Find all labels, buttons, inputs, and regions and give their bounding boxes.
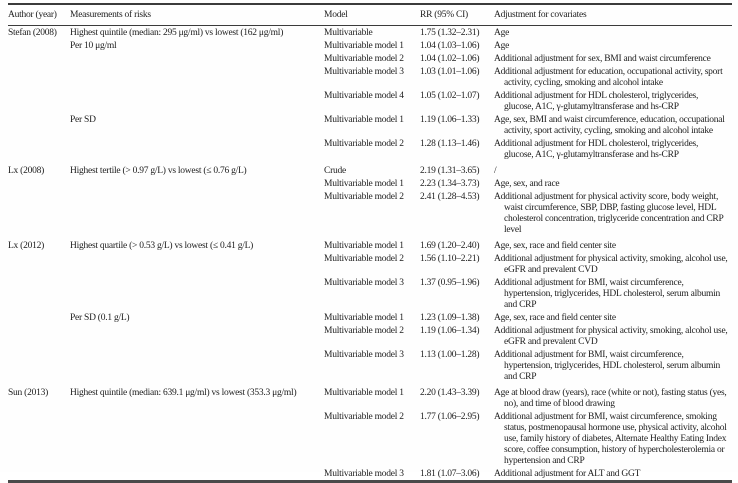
cell-measurement: Per 10 μg/ml <box>70 41 117 51</box>
header-rr: RR (95% CI) <box>420 4 494 26</box>
cell-model: Multivariable model 1 <box>324 241 404 251</box>
cell-author <box>8 190 70 236</box>
cell-rr: 1.37 (0.95–1.96) <box>420 278 480 288</box>
table-row <box>8 39 732 52</box>
table-row <box>8 383 732 410</box>
cell-author <box>8 467 70 482</box>
cell-model: Multivariable model 2 <box>324 54 404 64</box>
cell-model: Multivariable model 1 <box>324 313 404 323</box>
table-row <box>8 410 732 467</box>
cell-author <box>8 137 70 161</box>
cell-measurement: Per SD (0.1 g/L) <box>70 313 130 323</box>
cell-model: Multivariable model 2 <box>324 192 404 202</box>
cell-model: Multivariable model 1 <box>324 388 404 398</box>
cell-rr: 1.19 (1.06–1.34) <box>420 326 480 336</box>
cell-model: Multivariable model 3 <box>324 469 404 479</box>
table-row <box>8 161 732 177</box>
cell-author <box>8 113 70 137</box>
cell-rr: 1.77 (1.06–2.95) <box>420 412 480 422</box>
cell-author <box>8 348 70 383</box>
cell-author <box>8 177 70 190</box>
cell-author <box>8 52 70 65</box>
table-row <box>8 236 732 252</box>
cell-measurement <box>70 252 324 276</box>
cell-author <box>8 276 70 311</box>
cell-rr: 1.04 (1.02–1.06) <box>420 54 480 64</box>
header-model: Model <box>324 4 420 26</box>
table-row <box>8 311 732 324</box>
header-author: Author (year) <box>8 4 70 26</box>
cell-rr: 1.56 (1.10–2.21) <box>420 254 480 264</box>
cell-measurement <box>70 348 324 383</box>
cell-rr: 1.81 (1.07–3.06) <box>420 469 480 479</box>
table-row <box>8 26 732 40</box>
cell-measurement <box>70 89 324 113</box>
cell-author: Lx (2008) <box>8 166 45 176</box>
cell-rr: 2.41 (1.28–4.53) <box>420 192 480 202</box>
cell-rr: 2.20 (1.43–3.39) <box>420 388 480 398</box>
cell-adjustment: Age, sex, race and field center site <box>494 313 616 323</box>
cell-adjustment: Age <box>494 28 510 38</box>
table-row <box>8 252 732 276</box>
cell-adjustment: Additional adjustment for physical activity, smoking, alcohol use, eGFR and prevalent CVD <box>494 326 728 347</box>
cell-adjustment: Age, sex, race and field center site <box>494 241 616 251</box>
cell-measurement: Per SD <box>70 115 96 125</box>
table-header-row <box>8 4 732 26</box>
cell-measurement <box>70 190 324 236</box>
cell-adjustment: Additional adjustment for physical activity score, body weight, waist circumference, SBP, DBP, fasting glucose level, HDL cholesterol concentration, triglyceride concentration and CRP level <box>494 192 724 235</box>
cell-model: Multivariable model 3 <box>324 278 404 288</box>
cell-rr: 1.04 (1.03–1.06) <box>420 41 480 51</box>
table-row <box>8 276 732 311</box>
cell-author <box>8 410 70 467</box>
cell-adjustment: Additional adjustment for ALT and GGT <box>494 469 641 479</box>
cell-model: Multivariable model 3 <box>324 350 404 360</box>
cell-adjustment: Age, sex, BMI and waist circumference, education, occupational activity, sport activity, cycling, smoking and alcohol intake <box>494 115 725 136</box>
cell-rr: 1.05 (1.02–1.07) <box>420 91 480 101</box>
table-body <box>8 26 732 482</box>
header-measurement: Measurements of risks <box>70 4 324 26</box>
cell-author <box>8 311 70 324</box>
cell-measurement: Highest tertile (> 0.97 g/L) vs lowest (≤ 0.76 g/L) <box>70 166 247 176</box>
cell-adjustment: Additional adjustment for BMI, waist circumference, hypertension, triglycerides, HDL cholesterol, serum albumin and CRP <box>494 278 721 310</box>
table-row <box>8 348 732 383</box>
cell-model: Multivariable model 2 <box>324 326 404 336</box>
cell-adjustment: Additional adjustment for education, occupational activity, sport activity, cycling, smoking and alcohol intake <box>494 67 723 88</box>
cell-adjustment: / <box>494 166 497 176</box>
cell-model: Crude <box>324 166 346 176</box>
cell-model: Multivariable model 2 <box>324 254 404 264</box>
table-row <box>8 65 732 89</box>
cell-measurement <box>70 324 324 348</box>
table-row <box>8 324 732 348</box>
cell-measurement <box>70 177 324 190</box>
cell-adjustment: Age at blood draw (years), race (white or not), fasting status (yes, no), and time of blood drawing <box>494 388 727 409</box>
cell-adjustment: Age, sex, and race <box>494 179 560 189</box>
cell-measurement <box>70 65 324 89</box>
cell-model: Multivariable model 2 <box>324 139 404 149</box>
table-row <box>8 52 732 65</box>
cell-author: Lx (2012) <box>8 241 45 251</box>
cell-adjustment: Additional adjustment for physical activity, smoking, alcohol use, eGFR and prevalent CVD <box>494 254 728 275</box>
cell-rr: 1.69 (1.20–2.40) <box>420 241 480 251</box>
study-results-table <box>8 3 732 483</box>
table-header <box>8 4 732 26</box>
cell-rr: 1.23 (1.09–1.38) <box>420 313 480 323</box>
cell-rr: 1.75 (1.32–2.31) <box>420 28 480 38</box>
cell-author <box>8 39 70 52</box>
cell-model: Multivariable model 1 <box>324 115 404 125</box>
cell-measurement: Highest quartile (> 0.53 g/L) vs lowest (≤ 0.41 g/L) <box>70 241 254 251</box>
cell-author: Sun (2013) <box>8 388 48 398</box>
table-row <box>8 113 732 137</box>
cell-model: Multivariable <box>324 28 373 38</box>
cell-measurement: Highest quintile (median: 639.1 μg/ml) vs lowest (353.3 μg/ml) <box>70 388 297 398</box>
cell-rr: 1.28 (1.13–1.46) <box>420 139 480 149</box>
cell-rr: 1.03 (1.01–1.06) <box>420 67 480 77</box>
cell-author <box>8 89 70 113</box>
cell-rr: 1.13 (1.00–1.28) <box>420 350 480 360</box>
cell-author <box>8 65 70 89</box>
cell-rr: 1.19 (1.06–1.33) <box>420 115 480 125</box>
cell-model: Multivariable model 3 <box>324 67 404 77</box>
header-adjustment: Adjustment for covariates <box>494 4 732 26</box>
cell-author <box>8 324 70 348</box>
cell-model: Multivariable model 4 <box>324 91 404 101</box>
cell-adjustment: Additional adjustment for HDL cholesterol, triglycerides, glucose, A1C, γ-glutamyltransferase and hs-CRP <box>494 139 699 160</box>
cell-measurement <box>70 137 324 161</box>
cell-measurement <box>70 52 324 65</box>
table-row <box>8 89 732 113</box>
cell-measurement <box>70 467 324 482</box>
cell-model: Multivariable model 2 <box>324 412 404 422</box>
cell-adjustment: Additional adjustment for BMI, waist circumference, smoking status, postmenopausal hormone use, physical activity, alcohol use, family history of diabetes, Alternate Healthy Eating Index score, coffee consumption, history of hypercholesterolemia or hypertension and CRP <box>494 412 727 466</box>
cell-author: Stefan (2008) <box>8 28 57 38</box>
cell-adjustment: Age <box>494 41 510 51</box>
table-row <box>8 177 732 190</box>
cell-adjustment: Additional adjustment for BMI, waist circumference, hypertension, triglycerides, HDL cholesterol, serum albumin and CRP <box>494 350 721 382</box>
table-row <box>8 190 732 236</box>
cell-rr: 2.19 (1.31–3.65) <box>420 166 480 176</box>
cell-author <box>8 252 70 276</box>
cell-model: Multivariable model 1 <box>324 41 404 51</box>
table-row <box>8 137 732 161</box>
cell-measurement <box>70 410 324 467</box>
cell-measurement: Highest quintile (median: 295 μg/ml) vs lowest (162 μg/ml) <box>70 28 284 38</box>
cell-measurement <box>70 276 324 311</box>
cell-adjustment: Additional adjustment for sex, BMI and waist circumference <box>494 54 711 64</box>
table-row <box>8 467 732 482</box>
cell-rr: 2.23 (1.34–3.73) <box>420 179 480 189</box>
cell-adjustment: Additional adjustment for HDL cholesterol, triglycerides, glucose, A1C, γ-glutamyltransferase and hs-CRP <box>494 91 699 112</box>
cell-model: Multivariable model 1 <box>324 179 404 189</box>
